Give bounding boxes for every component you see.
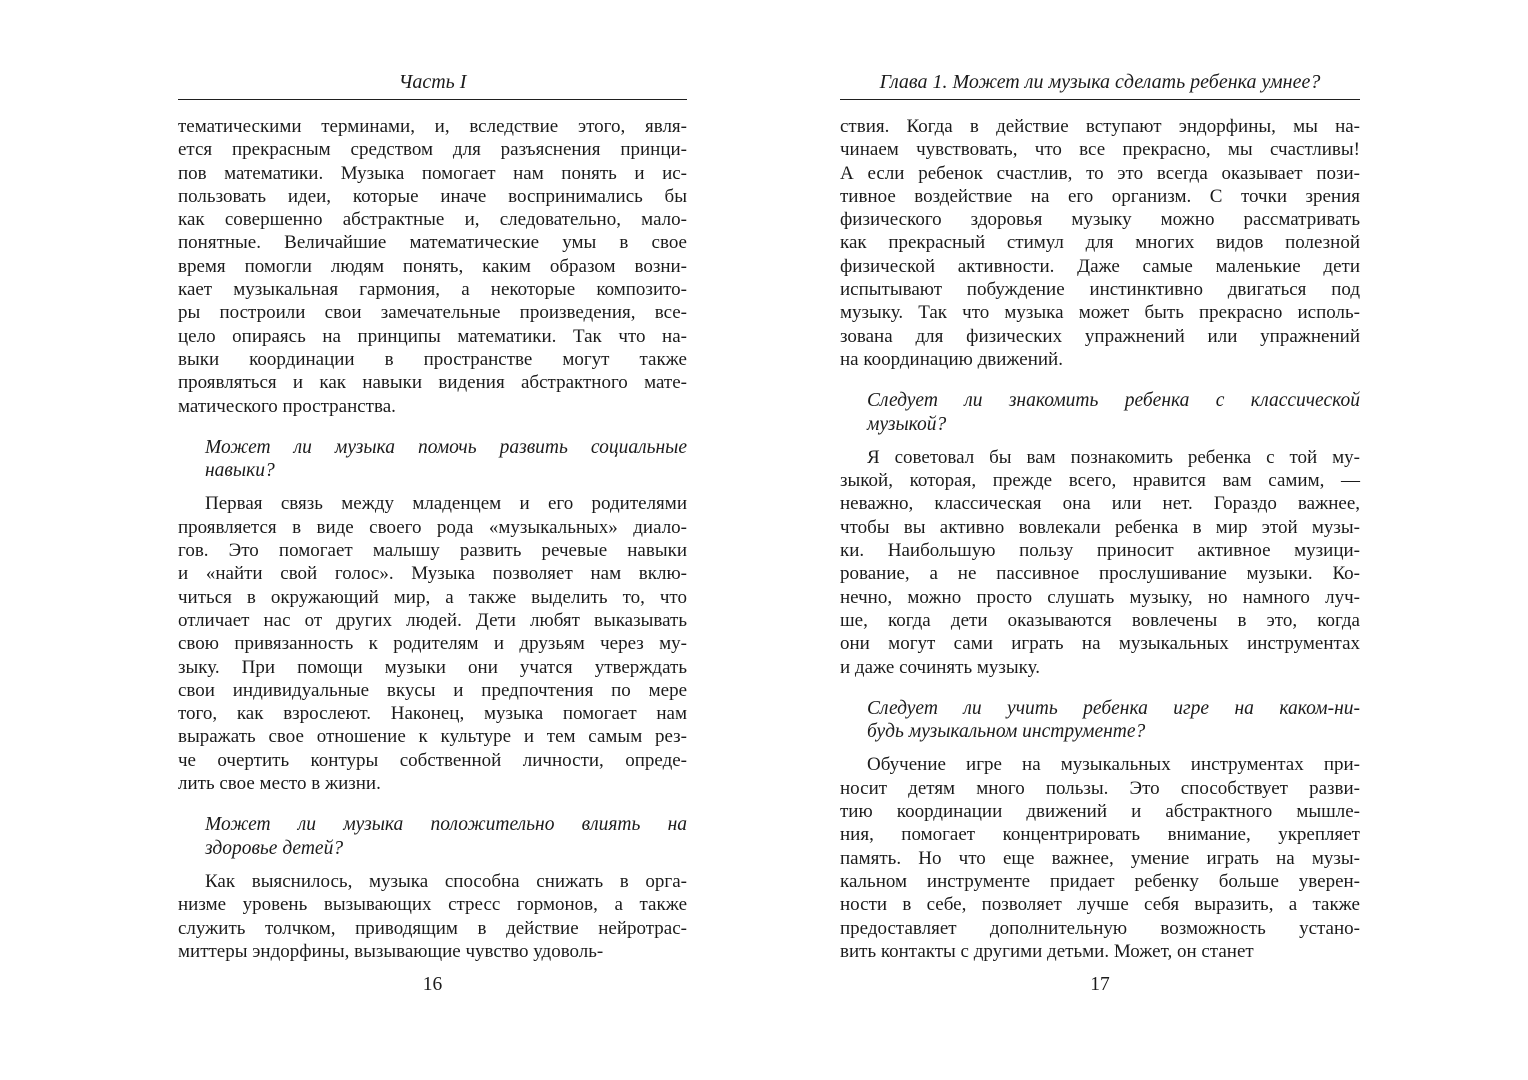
text-line: зыку. При помощи музыки они учатся утверждать [178, 656, 687, 678]
text-line: низме уровень вызывающих стресс гормонов, а также [178, 894, 687, 916]
paragraph [840, 115, 1360, 371]
text-line: выражать свое отношение к культуре и тем самым рез- [178, 726, 687, 748]
text-line: ния, помогает концентрировать внимание, укрепляет [840, 824, 1360, 846]
text-line: музыку. Так что музыка может быть прекрасно исполь- [840, 302, 1360, 324]
section-heading [205, 436, 687, 483]
paragraph [178, 870, 687, 963]
text-line: память. Но что еще важнее, умение играть на музы- [840, 847, 1360, 869]
running-head [840, 71, 1360, 100]
text-line: испытывают побуждение инстинктивно двигаться под [840, 279, 1360, 301]
text-line: здоровье детей? [205, 837, 344, 859]
text-line: тивное воздействие на его организм. С точки зрения [840, 185, 1360, 207]
running-head [178, 71, 687, 100]
text-line: того, как взрослеют. Наконец, музыка помогает нам [178, 703, 687, 725]
text-line: миттеры эндорфины, вызывающие чувство удоволь- [178, 940, 604, 962]
paragraph [178, 492, 687, 795]
text-line: ности в себе, позволяет лучше себя выразить, а также [840, 894, 1360, 916]
paragraph [840, 446, 1360, 679]
text-line: проявляется в виде своего рода «музыкальных» диало- [178, 516, 687, 538]
text-line: чтобы вы активно вовлекали ребенка в мир этой музы- [840, 516, 1360, 538]
text-line: Обучение игре на музыкальных инструментах при- [867, 754, 1360, 776]
text-line: пов математики. Музыка помогает нам понять и ис- [178, 162, 687, 184]
text-line: тематическими терминами, и, вследствие этого, явля- [178, 116, 687, 137]
text-line: че очертить контуры собственной личности, опреде- [178, 749, 687, 771]
text-line: понятные. Величайшие математические умы в свое [178, 232, 687, 254]
text-line: читься в окружающий мир, а также выделить то, что [178, 586, 687, 608]
section-heading [867, 697, 1360, 744]
text-line: Может ли музыка положительно влиять на [205, 814, 687, 836]
text-line: цело опираясь на принципы математики. Так что на- [178, 325, 687, 347]
text-line: Может ли музыка помочь развить социальные [205, 436, 687, 458]
text-line: лить свое место в жизни. [178, 773, 381, 795]
text-line: Следует ли учить ребенка игре на каком-ни- [867, 697, 1360, 719]
text-line: время помогли людям понять, каким образом возни- [178, 255, 687, 277]
text-line: навыки? [205, 460, 275, 482]
text-line: ры построили свои замечательные произведения, все- [178, 302, 687, 324]
text-line: нечно, можно просто слушать музыку, но намного луч- [840, 586, 1360, 608]
section-heading [205, 813, 687, 860]
running-head-text: Глава 1. Может ли музыка сделать ребенка умнее? [879, 71, 1321, 93]
text-line: пользовать идеи, которые иначе воспринимались бы [178, 185, 687, 207]
page-body [840, 100, 1360, 963]
text-line: выки координации в пространстве могут также [178, 348, 687, 370]
page-right [840, 0, 1360, 1080]
text-line: носит детям много пользы. Это способствует разви- [840, 777, 1360, 799]
text-line: свою привязанность к родителям и друзьям через му- [178, 633, 687, 655]
text-line: будь музыкальном инструменте? [867, 721, 1146, 743]
text-line: на координацию движений. [840, 348, 1063, 370]
page-body [178, 100, 687, 963]
text-line: как совершенно абстрактные и, следовательно, мало- [178, 209, 687, 231]
text-line: гов. Это помогает малышу развить речевые навыки [178, 540, 687, 562]
text-line: Первая связь между младенцем и его родителями [205, 493, 687, 515]
text-line: кает музыкальная гармония, а некоторые композито- [178, 279, 687, 301]
text-line: отличает нас от других людей. Дети любят выказывать [178, 609, 687, 631]
text-line: тию координации движений и абстрактного мышле- [840, 801, 1360, 823]
text-line: Я советовал бы вам познакомить ребенка с той му- [867, 446, 1360, 468]
text-line: и даже сочинять музыку. [840, 656, 1040, 678]
paragraph [840, 753, 1360, 963]
text-line: ется прекрасным средством для разъяснения принци- [178, 139, 687, 161]
text-line: чинаем чувствовать, что все прекрасно, мы счастливы! [840, 139, 1360, 161]
section-heading [867, 389, 1360, 436]
text-line: ствия. Когда в действие вступают эндорфины, мы на- [840, 116, 1360, 137]
page-number: 16 [422, 974, 443, 995]
text-line: ше, когда дети оказываются вовлечены в это, когда [840, 609, 1360, 631]
text-line: зыкой, которая, прежде всего, нравится вам самим, — [840, 470, 1360, 492]
text-line: предоставляет дополнительную возможность устано- [840, 917, 1360, 939]
page-number: 17 [1090, 974, 1110, 995]
text-line: неважно, классическая она или нет. Гораздо важнее, [840, 493, 1360, 515]
text-line: вить контакты с другими детьми. Может, он станет [840, 940, 1254, 962]
text-line: зована для физических упражнений или упражнений [840, 325, 1360, 347]
text-line: музыкой? [867, 413, 947, 435]
text-line: свои индивидуальные вкусы и предпочтения по мере [178, 679, 687, 701]
text-line: А если ребенок счастлив, то это всегда оказывает пози- [840, 162, 1360, 184]
text-line: рование, а не пассивное прослушивание музыки. Ко- [840, 563, 1360, 585]
running-head-text: Часть I [398, 71, 467, 93]
text-line: кальном инструменте придает ребенку больше уверен- [840, 870, 1360, 892]
text-line: Следует ли знакомить ребенка с классической [867, 390, 1360, 412]
text-line: ки. Наибольшую пользу приносит активное музици- [840, 540, 1360, 562]
text-line: служить толчком, приводящим в действие нейротрас- [178, 917, 687, 939]
page-left [178, 0, 687, 1080]
text-line: физического здоровья музыку можно рассматривать [840, 209, 1360, 231]
text-line: проявляться и как навыки видения абстрактного мате- [178, 372, 687, 394]
paragraph [178, 115, 687, 418]
text-line: они могут сами играть на музыкальных инструментах [840, 633, 1360, 655]
text-line: Как выяснилось, музыка способна снижать в орга- [205, 870, 687, 892]
text-line: и «найти свой голос». Музыка позволяет нам вклю- [178, 563, 687, 585]
text-line: матического пространства. [178, 395, 396, 417]
text-line: как прекрасный стимул для многих видов полезной [840, 232, 1360, 254]
text-line: физической активности. Даже самые маленькие дети [840, 255, 1360, 277]
